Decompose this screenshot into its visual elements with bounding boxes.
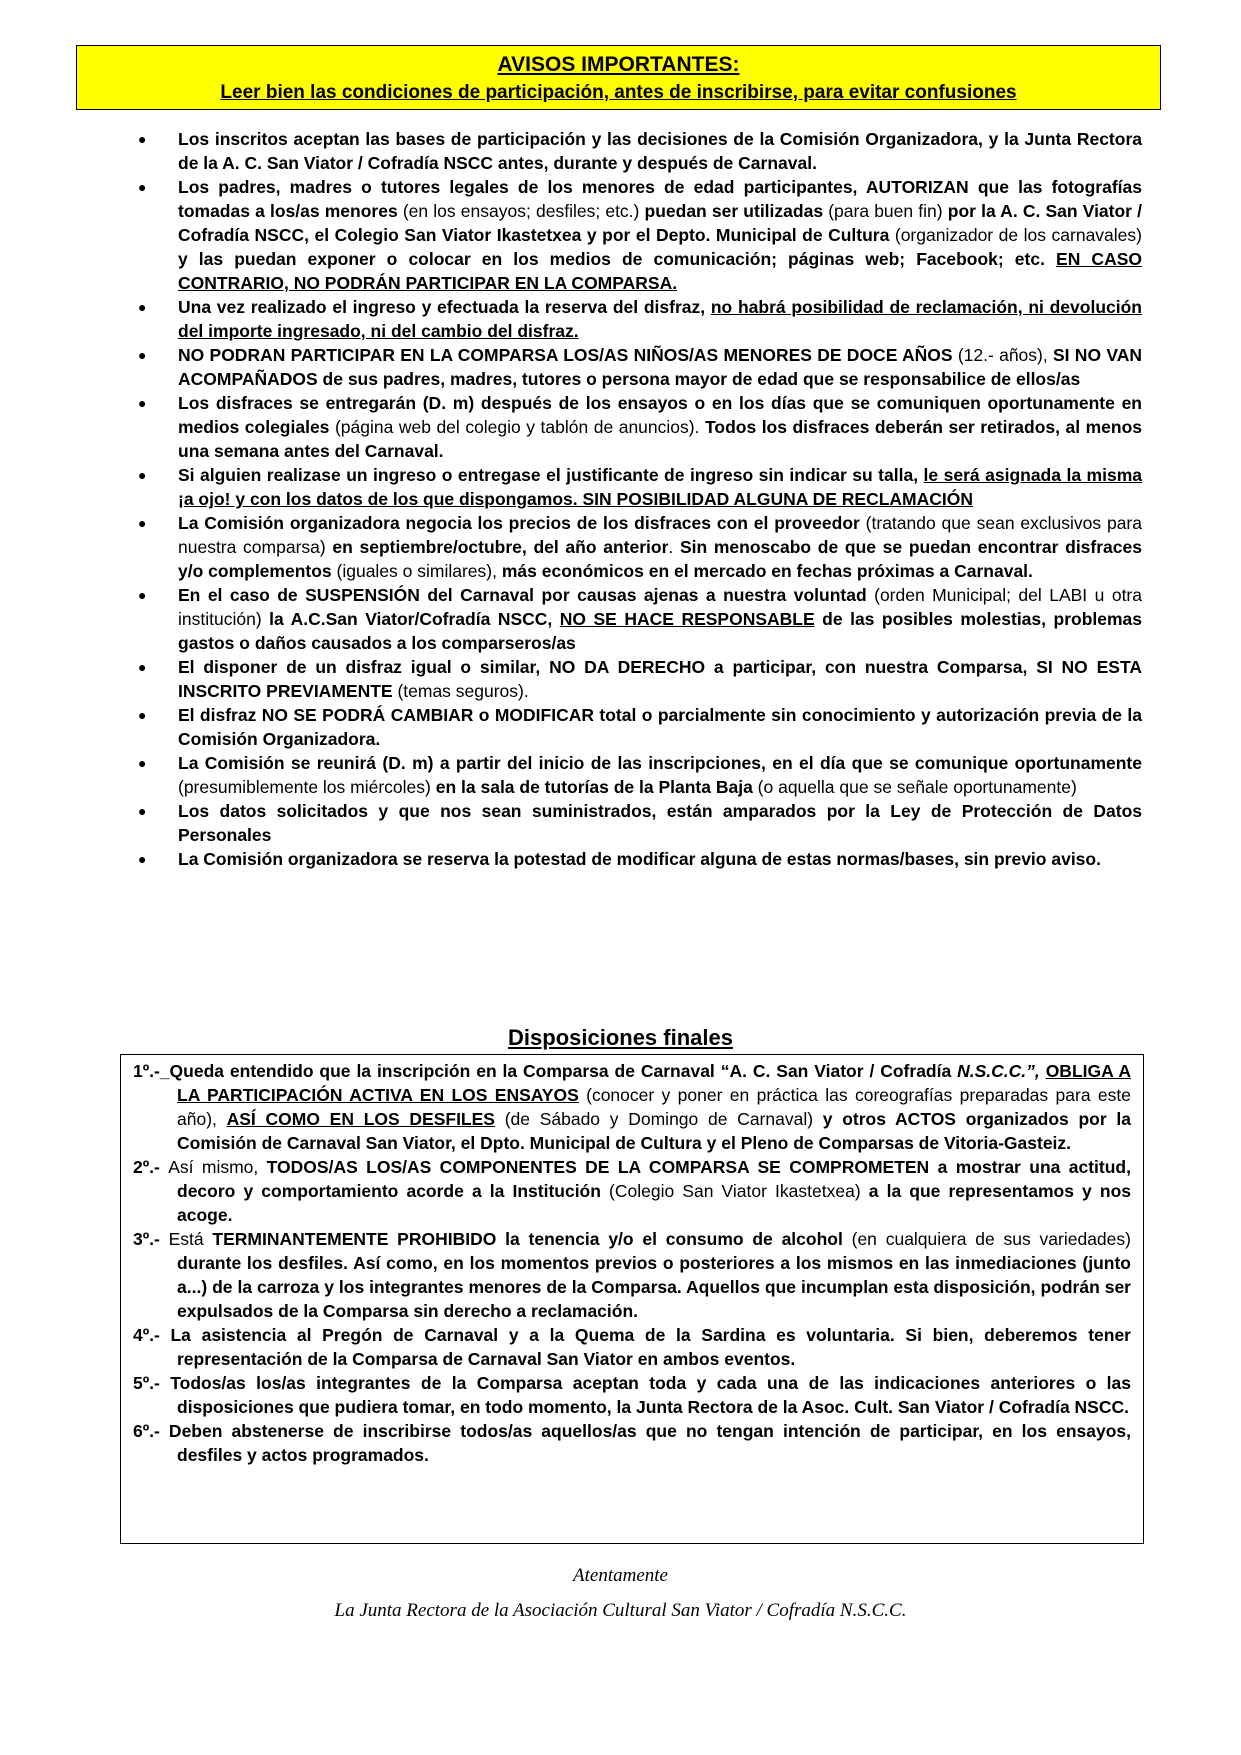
rule-item bbox=[130, 847, 1142, 871]
text-run: . bbox=[668, 537, 680, 557]
final-provisions-title: Disposiciones finales bbox=[508, 1025, 733, 1050]
text-run: Una vez realizado el ingreso y efectuada la reserva del disfraz, bbox=[178, 297, 711, 317]
text-run: (organizador de los carnavales) bbox=[894, 225, 1142, 245]
text-run: NO PODRAN PARTICIPAR EN LA COMPARSA LOS/AS NIÑOS/AS MENORES DE DOCE AÑOS bbox=[178, 345, 958, 365]
banner-subtitle: Leer bien las condiciones de participación, antes de inscribirse, para evitar confusiones bbox=[220, 82, 1017, 103]
text-run: (iguales o similares), bbox=[336, 561, 502, 581]
text-run: Los datos solicitados y que nos sean suministrados, están amparados por la Ley de Protección de Datos Personales bbox=[178, 801, 1142, 845]
text-run: (conocer y poner en práctica las coreografías preparadas para este año), bbox=[177, 1085, 1131, 1129]
text-run: Sin menoscabo de que se puedan encontrar disfraces y/o complementos bbox=[178, 537, 1142, 581]
bullet-icon: ● bbox=[138, 299, 147, 315]
text-run: Así mismo, bbox=[168, 1157, 267, 1177]
text-run: La Comisión organizadora se reserva la potestad de modificar alguna de estas normas/bases, sin previo aviso. bbox=[178, 849, 1101, 869]
rule-item bbox=[130, 295, 1142, 343]
text-run: ASÍ COMO EN LOS DESFILES bbox=[226, 1109, 495, 1129]
text-run: Todos/as los/as integrantes de la Comparsa aceptan toda y cada una de las indicaciones anteriores o las disposiciones que pudiera tomar, en todo momento, la Junta Rectora de la Asoc. Cult. San Viator / Cofradía NSCC. bbox=[170, 1373, 1132, 1417]
text-run: (12.- años), bbox=[957, 345, 1053, 365]
text-run: que las fotografías tomadas a los/as menores bbox=[178, 177, 1142, 221]
bullet-icon: ● bbox=[138, 659, 147, 675]
rule-item bbox=[130, 127, 1142, 175]
bullet-icon: ● bbox=[138, 347, 147, 363]
rule-item bbox=[130, 751, 1142, 799]
text-run: 1º.-_Queda entendido que la inscripción en la Comparsa de Carnaval “A. C. San Viator / Cofradía bbox=[133, 1061, 958, 1081]
text-run: (de Sábado y Domingo de Carnaval) bbox=[494, 1109, 823, 1129]
text-run: Si alguien realizase un ingreso o entregase el justificante de ingreso sin indicar su talla, bbox=[178, 465, 924, 485]
bullet-icon: ● bbox=[138, 587, 147, 603]
bullet-icon: ● bbox=[138, 515, 147, 531]
text-run: a la que representamos y nos acoge. bbox=[177, 1181, 1131, 1225]
text-run: 5º.- bbox=[133, 1373, 171, 1393]
text-run: en la sala de tutorías de la Planta Baja bbox=[435, 777, 758, 797]
rule-item bbox=[130, 175, 1142, 295]
text-run: durante los desfiles. Así como, en los momentos previos o posteriores a los mismos en las inmediaciones (junto a...) de la carroza y los integrantes menores de la Comparsa. Aquellos que incumplan esta disposición, podrán ser expulsados de la Comparsa sin derecho a reclamación. bbox=[177, 1253, 1131, 1321]
rule-item bbox=[130, 583, 1142, 655]
bullet-icon: ● bbox=[138, 395, 147, 411]
text-run: (página web del colegio y tablón de anuncios). bbox=[334, 417, 705, 437]
text-run: NO SE HACE RESPONSABLE bbox=[559, 609, 815, 629]
final-provision-item bbox=[133, 1323, 1131, 1371]
text-run: no habrá posibilidad de reclamación, ni devolución del importe ingresado, ni del cambio del disfraz. bbox=[178, 297, 1142, 341]
text-run: (Colegio San Viator Ikastetxea) bbox=[609, 1181, 869, 1201]
bullet-icon: ● bbox=[138, 179, 147, 195]
text-run: 2º.- bbox=[133, 1157, 169, 1177]
text-run: Está bbox=[168, 1229, 213, 1249]
text-run: (o aquella que se señale oportunamente) bbox=[757, 777, 1077, 797]
text-run: TODOS/AS LOS/AS COMPONENTES DE LA COMPARSA SE COMPROMETEN a mostrar una actitud, decoro y comportamiento acorde a la Institución bbox=[177, 1157, 1131, 1201]
final-provision-item bbox=[133, 1227, 1131, 1323]
signoff-greeting: Atentamente bbox=[573, 1565, 668, 1586]
participation-rules-list bbox=[130, 127, 1142, 871]
text-run: (temas seguros). bbox=[397, 681, 529, 701]
text-run: N.S.C.C.”, bbox=[957, 1061, 1046, 1081]
text-run: la A.C.San Viator/Cofradía NSCC, bbox=[269, 609, 560, 629]
important-notices-banner bbox=[76, 45, 1161, 110]
text-run: 6º.- Deben abstenerse de inscribirse todos/as aquellos/as que no tengan intención de participar, en los ensayos, desfiles y actos programados. bbox=[133, 1421, 1131, 1465]
rule-item bbox=[130, 799, 1142, 847]
bullet-icon: ● bbox=[138, 851, 147, 867]
rule-item bbox=[130, 655, 1142, 703]
banner-title: AVISOS IMPORTANTES: bbox=[497, 53, 740, 76]
text-run: Todos los disfraces deberán ser retirados, al menos una semana antes del Carnaval. bbox=[178, 417, 1143, 461]
rule-item bbox=[130, 703, 1142, 751]
text-run: Los inscritos aceptan las bases de participación y las decisiones de la Comisión Organizadora, y la Junta Rectora de la A. C. San Viator / Cofradía NSCC antes, durante y después de Carnaval. bbox=[178, 129, 1142, 173]
text-run: La Comisión se reunirá (D. m) a partir del inicio de las inscripciones, en el día que se comunique oportunamente bbox=[178, 753, 1142, 773]
final-provision-item bbox=[133, 1155, 1131, 1227]
text-run: AUTORIZAN bbox=[865, 177, 969, 197]
text-run: SI NO VAN ACOMPAÑADOS de sus padres, madres, tutores o persona mayor de edad que se responsabilice de ellos/as bbox=[178, 345, 1142, 389]
rule-item bbox=[130, 511, 1142, 583]
bullet-icon: ● bbox=[138, 131, 147, 147]
text-run: Los disfraces se entregarán (D. m) después de los ensayos o en los días que se comuniquen oportunamente en medios colegiales bbox=[178, 393, 1142, 437]
text-run: en septiembre/octubre, del año anterior bbox=[332, 537, 669, 557]
text-run: (para buen fin) bbox=[828, 201, 948, 221]
text-run: y las puedan exponer o colocar en los medios de comunicación; páginas web; Facebook; etc. bbox=[178, 249, 1057, 269]
text-run: puedan ser utilizadas bbox=[644, 201, 829, 221]
text-run: de las posibles molestias, problemas gastos o daños causados a los comparseros/as bbox=[178, 609, 1143, 653]
bullet-icon: ● bbox=[138, 755, 147, 771]
text-run: (tratando que sean exclusivos para nuestra comparsa) bbox=[178, 513, 1142, 557]
bullet-icon: ● bbox=[138, 467, 147, 483]
signoff-signature: La Junta Rectora de la Asociación Cultural San Viator / Cofradía N.S.C.C. bbox=[334, 1600, 907, 1621]
text-run: le será asignada la misma ¡a ojo! y con los datos de los que dispongamos. SIN POSIBILIDAD ALGUNA DE RECLAMACIÓN bbox=[178, 465, 1142, 509]
text-run: 4º.- La asistencia al Pregón de Carnaval y a la Quema de la Sardina es voluntaria. Si bien, deberemos tener representación de la Comparsa de Carnaval San Viator en ambos eventos. bbox=[133, 1325, 1131, 1369]
final-provision-item bbox=[133, 1059, 1131, 1155]
text-run: La Comisión organizadora negocia los precios de los disfraces con el proveedor bbox=[178, 513, 866, 533]
text-run: más económicos en el mercado en fechas próximas a Carnaval. bbox=[501, 561, 1033, 581]
text-run: EN CASO CONTRARIO, NO PODRÁN PARTICIPAR EN LA COMPARSA. bbox=[178, 249, 1142, 293]
text-run: (orden Municipal; del LABI u otra institución) bbox=[178, 585, 1142, 629]
bullet-icon: ● bbox=[138, 707, 147, 723]
text-run: TERMINANTEMENTE PROHIBIDO la tenencia y/o el consumo de alcohol bbox=[212, 1229, 852, 1249]
rule-item bbox=[130, 343, 1142, 391]
text-run: En el caso de SUSPENSIÓN del Carnaval por causas ajenas a nuestra voluntad bbox=[178, 585, 875, 605]
rule-item bbox=[130, 391, 1142, 463]
bullet-icon: ● bbox=[138, 803, 147, 819]
text-run: (en cualquiera de sus variedades) bbox=[851, 1229, 1131, 1249]
text-run: 3º.- bbox=[133, 1229, 169, 1249]
rule-item bbox=[130, 463, 1142, 511]
text-run: El disfraz NO SE PODRÁ CAMBIAR o MODIFICAR total o parcialmente sin conocimiento y autorización previa de la Comisión Organizadora. bbox=[178, 705, 1142, 749]
final-provision-item bbox=[133, 1371, 1131, 1419]
final-provisions-box bbox=[120, 1054, 1144, 1544]
text-run: Los padres, madres o tutores legales de los menores de edad participantes, bbox=[178, 177, 866, 197]
text-run: El disponer de un disfraz igual o similar, NO DA DERECHO a participar, con nuestra Comparsa, SI NO ESTA INSCRITO PREVIAMENTE bbox=[178, 657, 1142, 701]
text-run: OBLIGA A LA PARTICIPACIÓN ACTIVA EN LOS ENSAYOS bbox=[177, 1061, 1131, 1105]
text-run: (presumiblemente los miércoles) bbox=[178, 777, 436, 797]
text-run: (en los ensayos; desfiles; etc.) bbox=[402, 201, 645, 221]
text-run: y otros ACTOS organizados por la Comisión de Carnaval San Viator, el Dpto. Municipal de Cultura y el Pleno de Comparsas de Vitoria-Gasteiz. bbox=[177, 1109, 1131, 1153]
final-provision-item bbox=[133, 1419, 1131, 1467]
text-run: por la A. C. San Viator / Cofradía NSCC, el Colegio San Viator Ikastetxea y por el Depto. Municipal de Cultura bbox=[178, 201, 1142, 245]
